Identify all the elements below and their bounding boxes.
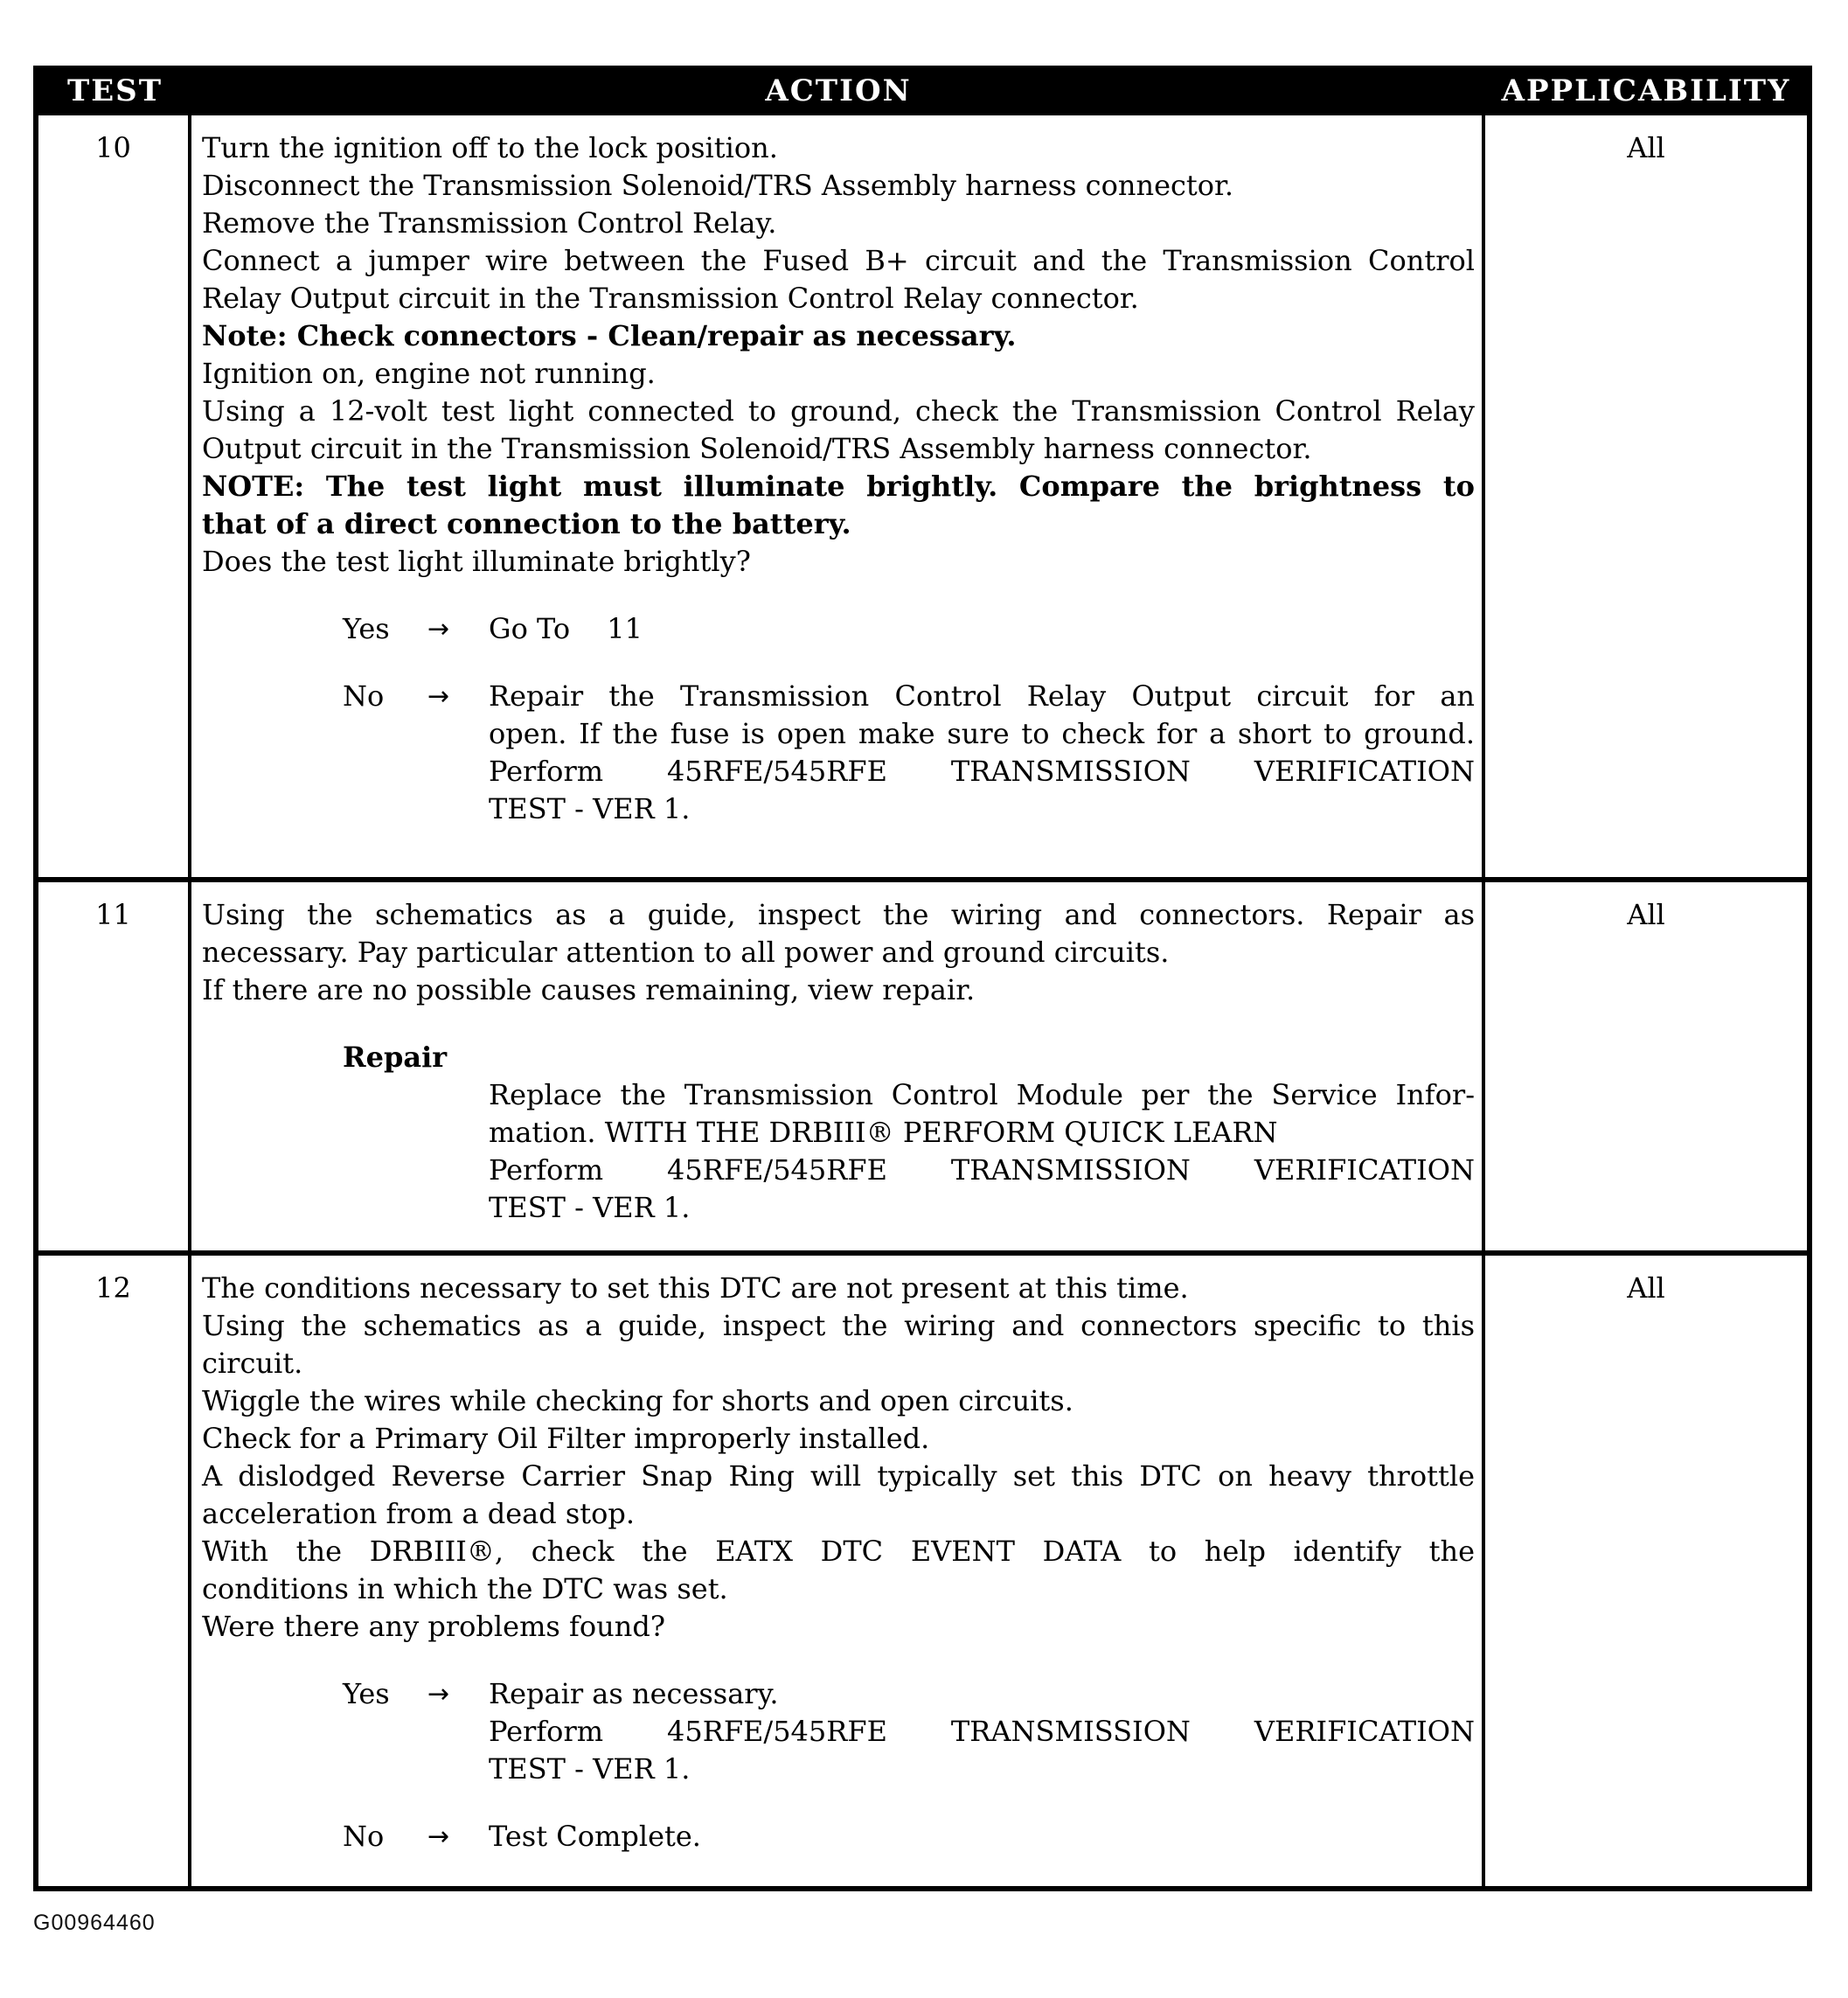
action-line: Wiggle the wires while checking for shorts and open circuits. [202, 1384, 1073, 1417]
result-line: Go To 11 [489, 612, 643, 645]
result-text [489, 610, 1475, 648]
action-line: Disconnect the Transmission Solenoid/TRS Assembly harness connector. [202, 169, 1233, 202]
diagnostic-test-table [33, 66, 1812, 1891]
column-header-applicability: APPLICABILITY [1501, 73, 1791, 108]
result-line: mation. WITH THE DRBIII® PERFORM QUICK LEARN [489, 1116, 1278, 1149]
action-line: Check for a Primary Oil Filter improperly installed. [202, 1422, 930, 1455]
action-line: Using a 12-volt test light connected to ground, check the Transmission Control Relay [202, 394, 1475, 428]
action-line: With the DRBIII®, check the EATX DTC EVENT DATA to help identify the [202, 1535, 1475, 1568]
result-line: Replace the Transmission Control Module per the Service Infor- [489, 1078, 1475, 1111]
applicability-cell: All [1627, 898, 1665, 931]
table-header-row [38, 66, 1807, 115]
figure-id: G00964460 [33, 1911, 156, 1935]
result-indent [202, 1039, 343, 1076]
action-line: Remove the Transmission Control Relay. [202, 206, 777, 240]
result-answer: No [343, 1820, 385, 1853]
result-indent [202, 1675, 343, 1788]
result-line: Perform 45RFE/545RFE TRANSMISSION VERIFICATION [489, 1715, 1475, 1748]
action-line: Turn the ignition off to the lock position. [202, 131, 778, 164]
result-text [489, 1076, 1475, 1227]
action-line: necessary. Pay particular attention to all power and ground circuits. [202, 936, 1170, 969]
test-number: 10 [38, 115, 191, 877]
arrow-icon: → [427, 1821, 450, 1852]
test-number: 12 [38, 1256, 191, 1886]
action-line: The conditions necessary to set this DTC are not present at this time. [202, 1271, 1189, 1305]
arrow-icon: → [427, 614, 450, 644]
result-line: Perform 45RFE/545RFE TRANSMISSION VERIFICATION [489, 755, 1475, 788]
action-cell [191, 882, 1485, 1250]
result-indent [202, 610, 343, 648]
result-line: TEST - VER 1. [489, 1191, 691, 1224]
applicability-cell: All [1627, 1271, 1665, 1305]
action-line: Output circuit in the Transmission Solenoid/TRS Assembly harness connector. [202, 432, 1312, 465]
result-text [489, 1675, 1475, 1788]
result-indent [202, 1818, 343, 1855]
column-header-action: ACTION [765, 73, 912, 108]
applicability-cell: All [1627, 131, 1665, 164]
result-answer: Yes [343, 1677, 390, 1710]
arrow-icon: → [427, 1679, 450, 1709]
action-line: acceleration from a dead stop. [202, 1497, 636, 1530]
result-line: Test Complete. [489, 1820, 701, 1853]
action-line: A dislodged Reverse Carrier Snap Ring will typically set this DTC on heavy throttle [202, 1459, 1475, 1493]
result-block [202, 678, 1475, 828]
action-line: Ignition on, engine not running. [202, 357, 656, 390]
action-line: Connect a jumper wire between the Fused B+ circuit and the Transmission Control [202, 244, 1475, 277]
action-line: Using the schematics as a guide, inspect the wiring and connectors specific to this [202, 1309, 1475, 1342]
result-line: open. If the fuse is open make sure to check for a short to ground. [489, 717, 1475, 750]
action-line: NOTE: The test light must illuminate brightly. Compare the brightness to [202, 470, 1475, 503]
result-block [202, 1675, 1475, 1788]
action-line: Using the schematics as a guide, inspect the wiring and connectors. Repair as [202, 898, 1475, 931]
test-number: 11 [38, 882, 191, 1250]
action-line: conditions in which the DTC was set. [202, 1572, 728, 1605]
action-line: Relay Output circuit in the Transmission Control Relay connector. [202, 282, 1139, 315]
result-block [202, 1039, 1475, 1076]
result-line: TEST - VER 1. [489, 1752, 691, 1786]
action-line: that of a direct connection to the battery. [202, 507, 851, 540]
action-line: circuit. [202, 1347, 303, 1380]
result-text [489, 678, 1475, 828]
action-line: Does the test light illuminate brightly? [202, 545, 751, 578]
result-answer: No [343, 679, 385, 713]
action-line: Were there any problems found? [202, 1610, 665, 1643]
column-header-test: TEST [66, 73, 163, 108]
action-cell [191, 115, 1485, 877]
result-line: Perform 45RFE/545RFE TRANSMISSION VERIFICATION [489, 1153, 1475, 1187]
result-answer: Yes [343, 612, 390, 645]
result-indent [202, 678, 343, 828]
table-row [38, 877, 1807, 1250]
result-block [202, 610, 1475, 648]
table-row [38, 1250, 1807, 1886]
result-text [489, 1818, 1475, 1855]
result-line: TEST - VER 1. [489, 792, 691, 825]
action-line: If there are no possible causes remaining, view repair. [202, 973, 976, 1006]
arrow-icon: → [427, 681, 450, 712]
action-line: Note: Check connectors - Clean/repair as necessary. [202, 319, 1017, 352]
result-block [202, 1818, 1475, 1855]
table-row [38, 115, 1807, 877]
action-cell [191, 1256, 1485, 1886]
result-answer: Repair [343, 1041, 448, 1074]
result-line: Repair as necessary. [489, 1677, 779, 1710]
table-body [38, 115, 1807, 1886]
result-line: Repair the Transmission Control Relay Output circuit for an [489, 679, 1475, 713]
